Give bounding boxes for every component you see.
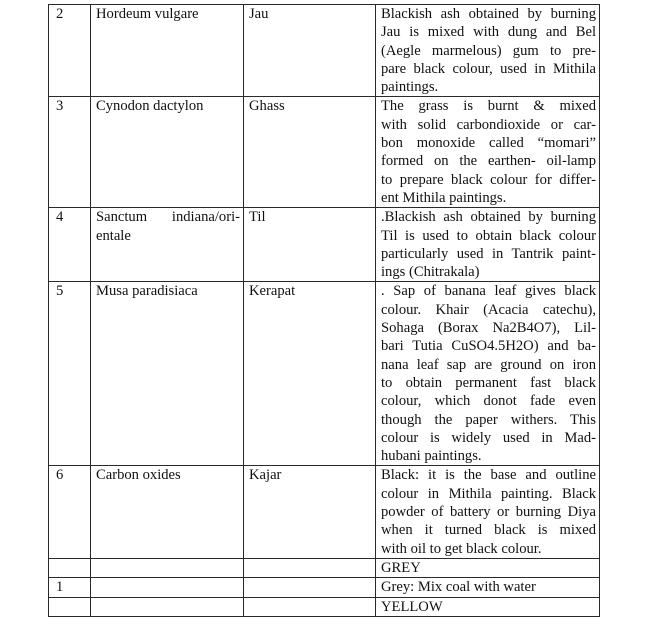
description-line: YELLOW bbox=[381, 598, 443, 615]
description-line: to prepare black colour for differ- bbox=[381, 171, 596, 188]
description-line: bari Tutia CuSO4.5H2O) and ba- bbox=[381, 338, 596, 355]
row-number: 6 bbox=[49, 466, 91, 558]
scientific-name bbox=[91, 466, 244, 558]
description-line: powder of battery or burning Diya bbox=[381, 504, 596, 521]
description-line: colour. Khair (Acacia catechu), bbox=[381, 301, 596, 318]
table-row bbox=[49, 578, 600, 597]
description-line: colour is widely used in Mad- bbox=[381, 429, 596, 446]
description-line: paintings. bbox=[381, 79, 439, 96]
description-line: with solid carbondioxide or car- bbox=[381, 116, 596, 133]
scientific-name bbox=[91, 282, 244, 466]
scientific-name-line: Carbon oxides bbox=[96, 467, 181, 484]
description bbox=[376, 466, 600, 558]
description bbox=[376, 5, 600, 97]
table-row bbox=[49, 466, 600, 558]
local-name: Ghass bbox=[244, 97, 376, 208]
local-name: Til bbox=[244, 208, 376, 282]
description-line: particularly used in Tantrik paint- bbox=[381, 245, 596, 262]
table-row bbox=[49, 208, 600, 282]
description-line: nana leaf sap are ground on iron bbox=[381, 356, 596, 373]
description-line: pare black colour, used in Mithila bbox=[381, 60, 596, 77]
row-number bbox=[49, 558, 91, 577]
description-line: Jau is mixed with dung and Bel bbox=[381, 24, 596, 41]
description bbox=[376, 558, 600, 577]
row-number: 4 bbox=[49, 208, 91, 282]
description-line: to obtain permanent fast black bbox=[381, 374, 596, 391]
local-name bbox=[244, 597, 376, 616]
row-number: 3 bbox=[49, 97, 91, 208]
table-row bbox=[49, 558, 600, 577]
table-body bbox=[49, 5, 600, 617]
local-name: Kerapat bbox=[244, 282, 376, 466]
scientific-name-line: entale bbox=[96, 227, 131, 244]
description-line: ent Mithila paintings. bbox=[381, 189, 507, 206]
table-row bbox=[49, 597, 600, 616]
description-line: bon monoxide called “momari” bbox=[381, 135, 596, 152]
description-line: colour in Mithila painting. Black bbox=[381, 485, 596, 502]
description-line: Sohaga (Borax Na2B4O7), Lil- bbox=[381, 320, 596, 337]
description-line: colour, which donot fade even bbox=[381, 393, 596, 410]
description bbox=[376, 597, 600, 616]
scientific-name bbox=[91, 558, 244, 577]
description-line: GREY bbox=[381, 559, 421, 576]
description-line: .Blackish ash obtained by burning bbox=[381, 209, 596, 226]
description bbox=[376, 282, 600, 466]
description-line: formed on the earthen- oil-lamp bbox=[381, 153, 596, 170]
scientific-name bbox=[91, 5, 244, 97]
local-name bbox=[244, 578, 376, 597]
local-name bbox=[244, 558, 376, 577]
description-line: Til is used to obtain black colour bbox=[381, 227, 596, 244]
description bbox=[376, 97, 600, 208]
description-line: Blackish ash obtained by burning bbox=[381, 6, 596, 22]
row-number: 2 bbox=[49, 5, 91, 97]
description-line: Grey: Mix coal with water bbox=[381, 579, 536, 596]
scientific-name-line: Hordeum vulgare bbox=[96, 6, 199, 22]
description-line: though the paper withers. This bbox=[381, 411, 596, 428]
scientific-name bbox=[91, 97, 244, 208]
row-number: 5 bbox=[49, 282, 91, 466]
description-line: Black: it is the base and outline bbox=[381, 467, 596, 484]
table-row bbox=[49, 97, 600, 208]
row-number: 1 bbox=[49, 578, 91, 597]
scientific-name-line: Musa paradisiaca bbox=[96, 283, 198, 300]
description bbox=[376, 578, 600, 597]
table-row bbox=[49, 282, 600, 466]
local-name: Kajar bbox=[244, 466, 376, 558]
scientific-name bbox=[91, 208, 244, 282]
scientific-name-line: Cynodon dactylon bbox=[96, 98, 204, 115]
table-row bbox=[49, 5, 600, 97]
description-line: ings (Chitrakala) bbox=[381, 264, 480, 281]
description-line: hubani paintings. bbox=[381, 448, 482, 465]
row-number bbox=[49, 597, 91, 616]
description-line: . Sap of banana leaf gives black bbox=[381, 283, 596, 300]
local-name: Jau bbox=[244, 5, 376, 97]
description-line: with oil to get black colour. bbox=[381, 540, 542, 557]
description bbox=[376, 208, 600, 282]
scientific-name bbox=[91, 597, 244, 616]
scientific-name-line: Sanctum indiana/ori- bbox=[96, 209, 240, 226]
colour-source-table bbox=[48, 4, 600, 617]
description-line: when it turned black is mixed bbox=[381, 522, 596, 539]
description-line: The grass is burnt & mixed bbox=[381, 98, 596, 115]
scientific-name bbox=[91, 578, 244, 597]
description-line: (Aegle marmelous) gum to pre- bbox=[381, 42, 596, 59]
